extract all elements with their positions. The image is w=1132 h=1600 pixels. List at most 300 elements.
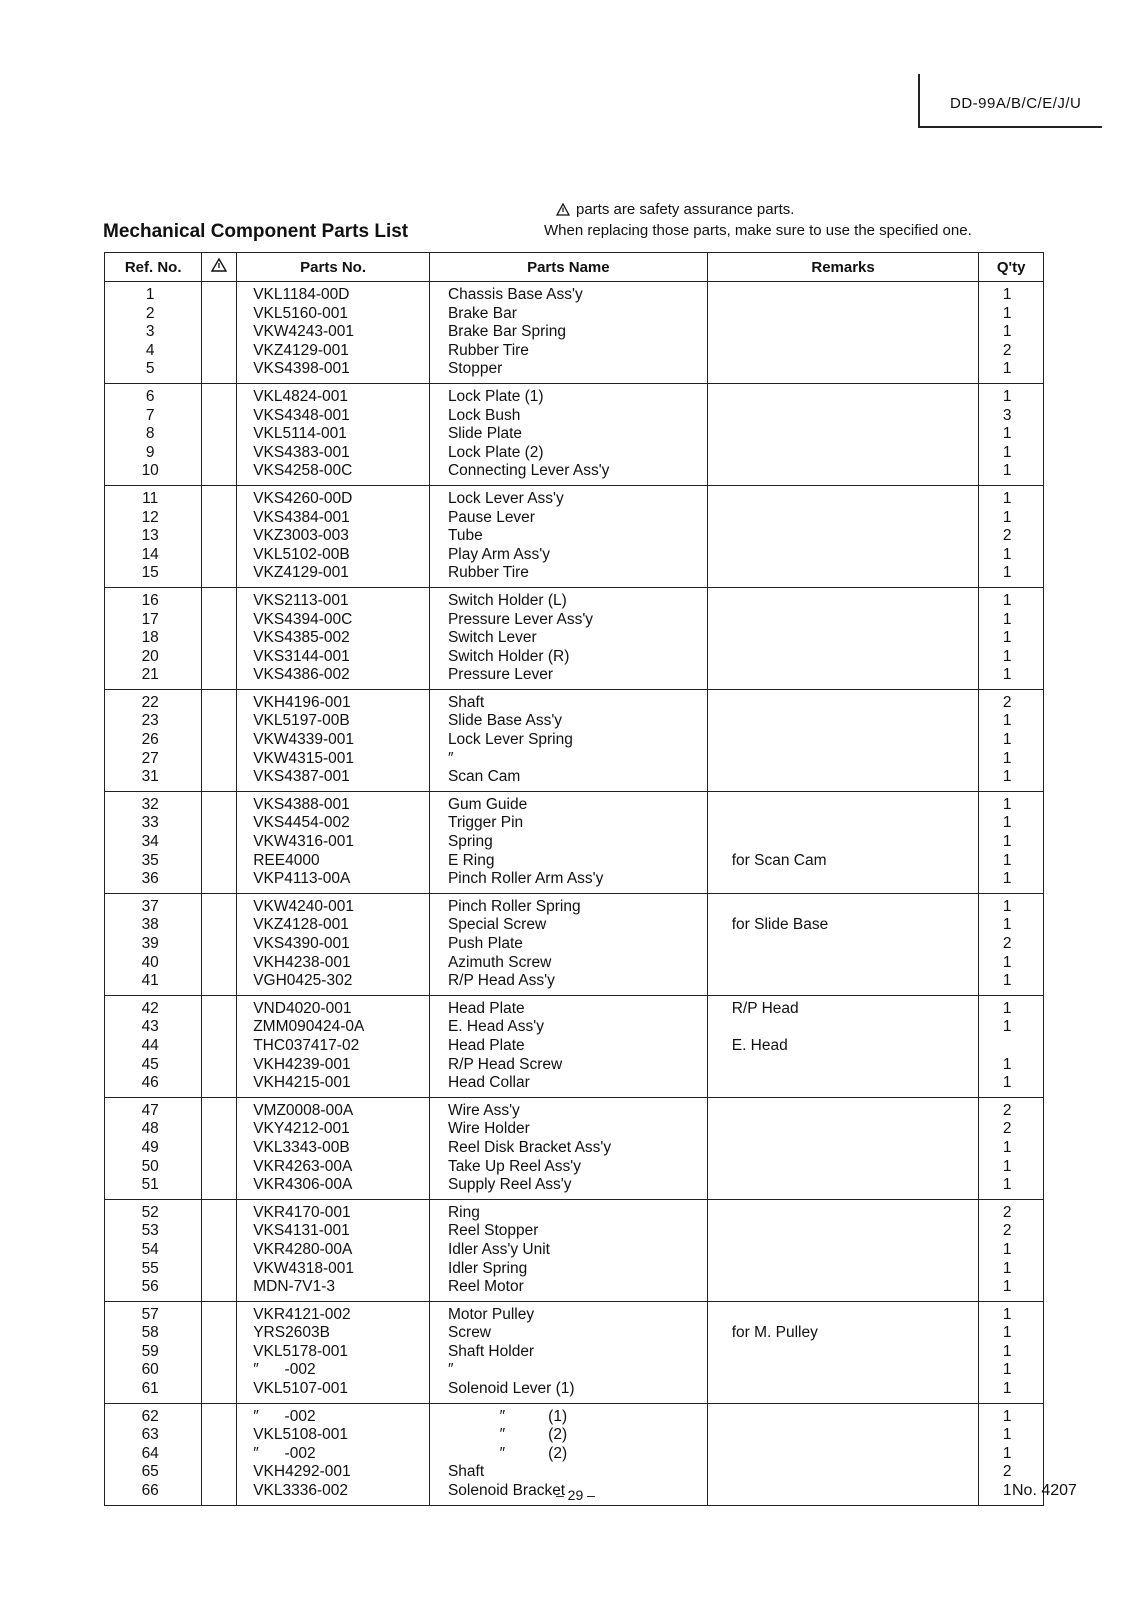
safety-mark-cell	[202, 1301, 237, 1403]
col-header-part-name: Parts Name	[429, 253, 707, 282]
part-no: VKS4385-002	[253, 629, 350, 647]
qty: 1	[1002, 1278, 1012, 1296]
part-name-cell	[429, 995, 707, 1097]
qty: 1	[1002, 323, 1012, 341]
part-no: ″ -002	[253, 1361, 316, 1379]
ref-no: 51	[141, 1176, 159, 1194]
qty: 2	[1002, 1101, 1012, 1119]
part-name: Gum Guide	[447, 795, 528, 813]
part-no-cell	[237, 1403, 430, 1505]
part-no: VKW4243-001	[253, 323, 355, 341]
part-no: VKZ4128-001	[253, 916, 349, 934]
qty: 1	[1002, 629, 1012, 647]
qty: 1	[1002, 814, 1012, 832]
ref-no: 36	[141, 870, 159, 888]
qty: 2	[1002, 693, 1012, 711]
safety-mark-cell	[202, 995, 237, 1097]
part-no: VKS4131-001	[253, 1222, 350, 1240]
part-name: Pinch Roller Arm Ass'y	[447, 870, 604, 888]
remarks	[708, 592, 979, 611]
part-no: ZMM090424-0A	[253, 1018, 365, 1036]
part-name: Spring	[447, 833, 493, 851]
remarks	[708, 712, 979, 731]
remarks-cell	[707, 893, 979, 995]
part-no: ″ -002	[253, 1444, 316, 1462]
safety-note	[544, 200, 972, 240]
part-no: VKH4239-001	[253, 1055, 351, 1073]
part-name: Slide Base Ass'y	[447, 712, 563, 730]
part-no-cell	[237, 1301, 430, 1403]
part-no: VKS4348-001	[253, 406, 350, 424]
page-title: Mechanical Component Parts List	[103, 221, 409, 242]
safety-note-line-2: When replacing those parts, make sure to use the specified one.	[544, 222, 972, 239]
ref-no: 10	[141, 462, 159, 480]
ref-no: 64	[141, 1444, 159, 1462]
qty-cell	[979, 1097, 1044, 1199]
remarks	[708, 1463, 979, 1482]
safety-note-line-1	[556, 200, 972, 221]
ref-no: 11	[142, 489, 159, 507]
qty: 2	[1002, 1120, 1012, 1138]
header-rule-vertical	[918, 74, 920, 128]
ref-no: 5	[145, 360, 155, 378]
remarks	[708, 768, 979, 787]
part-name-cell	[429, 689, 707, 791]
part-no-cell	[237, 485, 430, 587]
part-no: VKL5107-001	[253, 1380, 349, 1398]
part-no: VKH4292-001	[253, 1463, 351, 1481]
part-no: VKZ3003-003	[253, 527, 349, 545]
qty: 1	[1002, 1407, 1012, 1425]
safety-mark-cell	[202, 485, 237, 587]
qty: 1	[1002, 953, 1012, 971]
remarks	[708, 833, 979, 852]
part-no-cell	[237, 383, 430, 485]
qty-cell	[979, 485, 1044, 587]
part-name: Rubber Tire	[447, 341, 529, 359]
part-no: VKL3343-00B	[253, 1138, 350, 1156]
ref-no: 31	[141, 768, 159, 786]
ref-no: 58	[141, 1324, 159, 1342]
parts-table	[104, 252, 1044, 1506]
part-name: Lock Lever Ass'y	[447, 489, 564, 507]
part-name: Idler Ass'y Unit	[447, 1240, 550, 1258]
qty: 1	[1002, 304, 1012, 322]
remarks-cell	[707, 1403, 979, 1505]
qty: 1	[1002, 1055, 1012, 1073]
ref-no: 40	[141, 953, 159, 971]
ref-no: 34	[141, 833, 159, 851]
qty: 1	[1002, 768, 1012, 786]
ref-no: 14	[141, 545, 159, 563]
part-no: VKZ4129-001	[253, 341, 349, 359]
remarks	[708, 1018, 979, 1037]
part-name: R/P Head Ass'y	[447, 972, 555, 990]
remarks	[708, 286, 979, 305]
table-row	[105, 995, 1044, 1097]
part-name-cell	[429, 1301, 707, 1403]
remarks	[708, 1260, 979, 1279]
qty: 1	[1002, 1176, 1012, 1194]
ref-no: 55	[141, 1259, 159, 1277]
part-no: VKL5114-001	[253, 425, 347, 443]
ref-no: 22	[141, 693, 159, 711]
qty: 2	[1002, 935, 1012, 952]
part-no: VMZ0008-00A	[253, 1101, 354, 1119]
qty: 1	[1002, 1157, 1012, 1175]
part-name: Motor Pulley	[447, 1305, 535, 1323]
ref-no: 45	[141, 1055, 159, 1073]
part-name-cell	[429, 1199, 707, 1301]
remarks	[708, 1222, 979, 1241]
table-row	[105, 1199, 1044, 1301]
part-no: VKY4212-001	[253, 1120, 350, 1138]
part-name: R/P Head Screw	[447, 1055, 563, 1073]
part-no: VKW4240-001	[253, 897, 355, 915]
ref-no: 50	[141, 1157, 159, 1175]
ref-no: 65	[141, 1463, 159, 1481]
part-no: VKL5197-00B	[253, 712, 350, 730]
ref-no: 15	[141, 564, 159, 582]
qty-cell	[979, 587, 1044, 689]
part-name: Switch Lever	[447, 629, 537, 647]
remarks	[708, 1343, 979, 1362]
qty: 1	[1002, 1074, 1012, 1092]
part-name: Reel Motor	[447, 1278, 524, 1296]
remarks	[708, 750, 979, 769]
part-name: Reel Stopper	[447, 1222, 539, 1240]
part-name: Shaft	[447, 693, 485, 711]
remarks	[708, 814, 979, 833]
remarks	[708, 490, 979, 509]
ref-no: 63	[141, 1426, 159, 1444]
ref-no: 7	[145, 406, 155, 424]
qty: 1	[1002, 443, 1012, 461]
ref-no-cell	[105, 995, 202, 1097]
qty: 1	[1002, 545, 1012, 563]
part-name-cell	[429, 383, 707, 485]
qty: 1	[1002, 1426, 1012, 1444]
ref-no: 6	[145, 387, 155, 405]
header-rule-horizontal	[918, 126, 1102, 128]
ref-no: 3	[145, 323, 155, 341]
remarks	[708, 546, 979, 565]
part-name: Pressure Lever Ass'y	[447, 610, 594, 628]
qty: 1	[1002, 360, 1012, 378]
part-name: ″ (2)	[447, 1426, 568, 1444]
qty-cell	[979, 791, 1044, 893]
part-name: Lock Bush	[447, 406, 521, 424]
remarks	[708, 1102, 979, 1121]
table-row	[105, 1301, 1044, 1403]
ref-no: 2	[145, 304, 155, 322]
ref-no: 56	[141, 1278, 159, 1296]
ref-no: 12	[141, 508, 159, 526]
ref-no-cell	[105, 1097, 202, 1199]
safety-warning-icon	[556, 202, 570, 221]
part-no: VKP4113-00A	[253, 870, 351, 888]
remarks	[708, 898, 979, 917]
col-header-part-no: Parts No.	[237, 253, 430, 282]
part-no: VKS4394-00C	[253, 610, 353, 628]
part-no: VKS2113-001	[253, 591, 349, 609]
part-no-cell	[237, 1199, 430, 1301]
qty: 1	[1002, 610, 1012, 628]
ref-no-cell	[105, 383, 202, 485]
part-no: VKS4383-001	[253, 443, 350, 461]
part-name: Tube	[447, 527, 483, 545]
part-no: VKZ4129-001	[253, 564, 349, 582]
part-name: Idler Spring	[447, 1259, 528, 1277]
part-name: ″ (2)	[447, 1444, 568, 1462]
qty: 1	[1002, 1240, 1012, 1258]
part-name: Azimuth Screw	[447, 953, 552, 971]
part-name: Brake Bar Spring	[447, 323, 566, 341]
qty: 1	[1002, 1482, 1012, 1500]
col-header-ref: Ref. No.	[105, 253, 202, 282]
part-name: Lock Lever Spring	[447, 731, 573, 749]
part-name: Chassis Base Ass'y	[447, 286, 583, 303]
part-name: Shaft Holder	[447, 1342, 535, 1360]
safety-mark-cell	[202, 1403, 237, 1505]
remarks	[708, 462, 979, 481]
ref-no: 54	[141, 1240, 159, 1258]
part-no: VKW4315-001	[253, 749, 355, 767]
part-name: Take Up Reel Ass'y	[447, 1157, 581, 1175]
ref-no: 18	[141, 629, 159, 647]
ref-no: 49	[141, 1138, 159, 1156]
remarks	[708, 1361, 979, 1380]
ref-no: 59	[141, 1342, 159, 1360]
part-name: Wire Holder	[447, 1120, 530, 1138]
part-no: VKS4454-002	[253, 814, 350, 832]
qty: 1	[1002, 489, 1012, 507]
ref-no: 57	[141, 1305, 159, 1323]
ref-no-cell	[105, 1301, 202, 1403]
remarks	[708, 1380, 979, 1399]
table-row	[105, 689, 1044, 791]
remarks	[708, 1408, 979, 1427]
ref-no: 21	[141, 666, 159, 684]
part-no: YRS2603B	[253, 1324, 330, 1342]
safety-column-icon	[211, 259, 227, 276]
safety-mark-cell	[202, 1097, 237, 1199]
remarks: R/P Head	[731, 999, 799, 1017]
part-name: Stopper	[447, 360, 503, 378]
part-name: ″	[447, 1361, 454, 1379]
ref-no: 4	[145, 341, 155, 359]
qty: 1	[1002, 749, 1012, 767]
qty: 1	[1002, 731, 1012, 749]
part-no: VKW4318-001	[253, 1259, 355, 1277]
qty: 1	[1002, 851, 1012, 869]
qty: 2	[1002, 527, 1012, 545]
ref-no-cell	[105, 587, 202, 689]
part-name: Solenoid Bracket	[447, 1482, 566, 1500]
remarks	[708, 444, 979, 463]
safety-mark-cell	[202, 587, 237, 689]
remarks	[708, 1278, 979, 1297]
qty: 1	[1002, 1444, 1012, 1462]
remarks	[708, 509, 979, 528]
ref-no: 9	[145, 443, 155, 461]
part-no: VKS4390-001	[253, 935, 350, 952]
part-no: VKS3144-001	[253, 647, 350, 665]
qty: 1	[1002, 508, 1012, 526]
part-no-cell	[237, 587, 430, 689]
part-no-cell	[237, 995, 430, 1097]
part-name: Scan Cam	[447, 768, 521, 786]
table-header-row	[105, 253, 1044, 282]
part-name: Lock Plate (1)	[447, 387, 544, 405]
part-no-cell	[237, 1097, 430, 1199]
ref-no-cell	[105, 282, 202, 384]
qty: 1	[1002, 1324, 1012, 1342]
table-row	[105, 791, 1044, 893]
remarks	[708, 1204, 979, 1223]
part-name: E Ring	[447, 851, 495, 869]
part-name: Switch Holder (R)	[447, 647, 570, 665]
qty-cell	[979, 1199, 1044, 1301]
ref-no: 52	[141, 1203, 159, 1221]
safety-mark-cell	[202, 1199, 237, 1301]
ref-no: 32	[141, 795, 159, 813]
ref-no: 23	[141, 712, 159, 730]
safety-note-text-1: parts are safety assurance parts.	[576, 201, 795, 218]
remarks	[708, 629, 979, 648]
remarks	[708, 1241, 979, 1260]
part-name-cell	[429, 587, 707, 689]
part-name: Connecting Lever Ass'y	[447, 462, 610, 480]
remarks	[708, 731, 979, 750]
qty: 2	[1002, 1463, 1012, 1481]
document-number: No. 4207	[1012, 1482, 1077, 1499]
qty-cell	[979, 383, 1044, 485]
table-row	[105, 383, 1044, 485]
part-name: Pressure Lever	[447, 666, 554, 684]
part-name: Slide Plate	[447, 425, 523, 443]
part-name: Trigger Pin	[447, 814, 524, 832]
qty: 1	[1002, 916, 1012, 934]
remarks-cell	[707, 995, 979, 1097]
ref-no-cell	[105, 485, 202, 587]
part-no: ″ -002	[253, 1407, 316, 1425]
qty: 1	[1002, 1259, 1012, 1277]
part-no: VKR4170-001	[253, 1203, 351, 1221]
part-name: Lock Plate (2)	[447, 443, 544, 461]
qty: 1	[1002, 564, 1012, 582]
part-no: REE4000	[253, 851, 320, 869]
remarks	[708, 1120, 979, 1139]
remarks	[708, 694, 979, 713]
part-name: Supply Reel Ass'y	[447, 1176, 572, 1194]
part-no-cell	[237, 282, 430, 384]
part-name: Pinch Roller Spring	[447, 897, 581, 915]
part-name-cell	[429, 485, 707, 587]
remarks	[708, 564, 979, 583]
part-name: ″ (1)	[447, 1407, 568, 1425]
part-no: VKR4280-00A	[253, 1240, 353, 1258]
qty: 1	[1002, 1361, 1012, 1379]
ref-no: 16	[141, 591, 159, 609]
table-row	[105, 587, 1044, 689]
part-no: VKL3336-002	[253, 1482, 349, 1500]
part-name: Shaft	[447, 1463, 485, 1481]
qty: 1	[1002, 1305, 1012, 1323]
ref-no: 66	[141, 1482, 159, 1500]
col-header-safety	[202, 253, 237, 282]
col-header-remarks: Remarks	[707, 253, 979, 282]
remarks-cell	[707, 282, 979, 384]
remarks	[708, 323, 979, 342]
qty: 1	[1002, 1380, 1012, 1398]
part-no: VKL5160-001	[253, 304, 349, 322]
remarks	[708, 796, 979, 815]
qty: 2	[1002, 341, 1012, 359]
part-no: VKS4384-001	[253, 508, 350, 526]
ref-no: 53	[141, 1222, 159, 1240]
part-name: Play Arm Ass'y	[447, 545, 550, 563]
remarks-cell	[707, 1199, 979, 1301]
part-no: VKH4215-001	[253, 1074, 351, 1092]
ref-no: 41	[141, 972, 159, 990]
remarks	[708, 1176, 979, 1195]
safety-mark-cell	[202, 791, 237, 893]
part-no-cell	[237, 791, 430, 893]
ref-no: 42	[141, 999, 159, 1017]
qty: 1	[1002, 870, 1012, 888]
remarks-cell	[707, 1301, 979, 1403]
part-name: Pause Lever	[447, 508, 535, 526]
part-no: VKH4238-001	[253, 953, 351, 971]
col-header-qty: Q'ty	[979, 253, 1044, 282]
part-name-cell	[429, 791, 707, 893]
part-no: VKL5178-001	[253, 1342, 349, 1360]
remarks	[708, 1426, 979, 1445]
part-no: VGH0425-302	[253, 972, 353, 990]
ref-no: 47	[141, 1101, 159, 1119]
remarks	[708, 870, 979, 889]
part-no: VKR4121-002	[253, 1305, 351, 1323]
qty: 1	[1002, 666, 1012, 684]
ref-no: 46	[141, 1074, 159, 1092]
remarks	[708, 342, 979, 361]
part-no: VKS4260-00D	[253, 489, 353, 507]
remarks	[708, 388, 979, 407]
qty: 1	[1002, 999, 1012, 1017]
ref-no: 37	[141, 897, 159, 915]
ref-no: 26	[141, 731, 159, 749]
safety-mark-cell	[202, 383, 237, 485]
part-name-cell	[429, 893, 707, 995]
part-name-cell	[429, 282, 707, 384]
ref-no-cell	[105, 791, 202, 893]
remarks	[708, 407, 979, 426]
table-row	[105, 485, 1044, 587]
table-row	[105, 893, 1044, 995]
part-no: VKS4387-001	[253, 768, 350, 786]
remarks	[708, 666, 979, 685]
part-name: Reel Disk Bracket Ass'y	[447, 1138, 612, 1156]
remarks	[708, 1158, 979, 1177]
part-name: Rubber Tire	[447, 564, 529, 582]
ref-no: 60	[141, 1361, 159, 1379]
remarks	[708, 527, 979, 546]
part-name: Ring	[447, 1203, 480, 1221]
ref-no: 48	[141, 1120, 159, 1138]
ref-no-cell	[105, 1199, 202, 1301]
ref-no-cell	[105, 893, 202, 995]
